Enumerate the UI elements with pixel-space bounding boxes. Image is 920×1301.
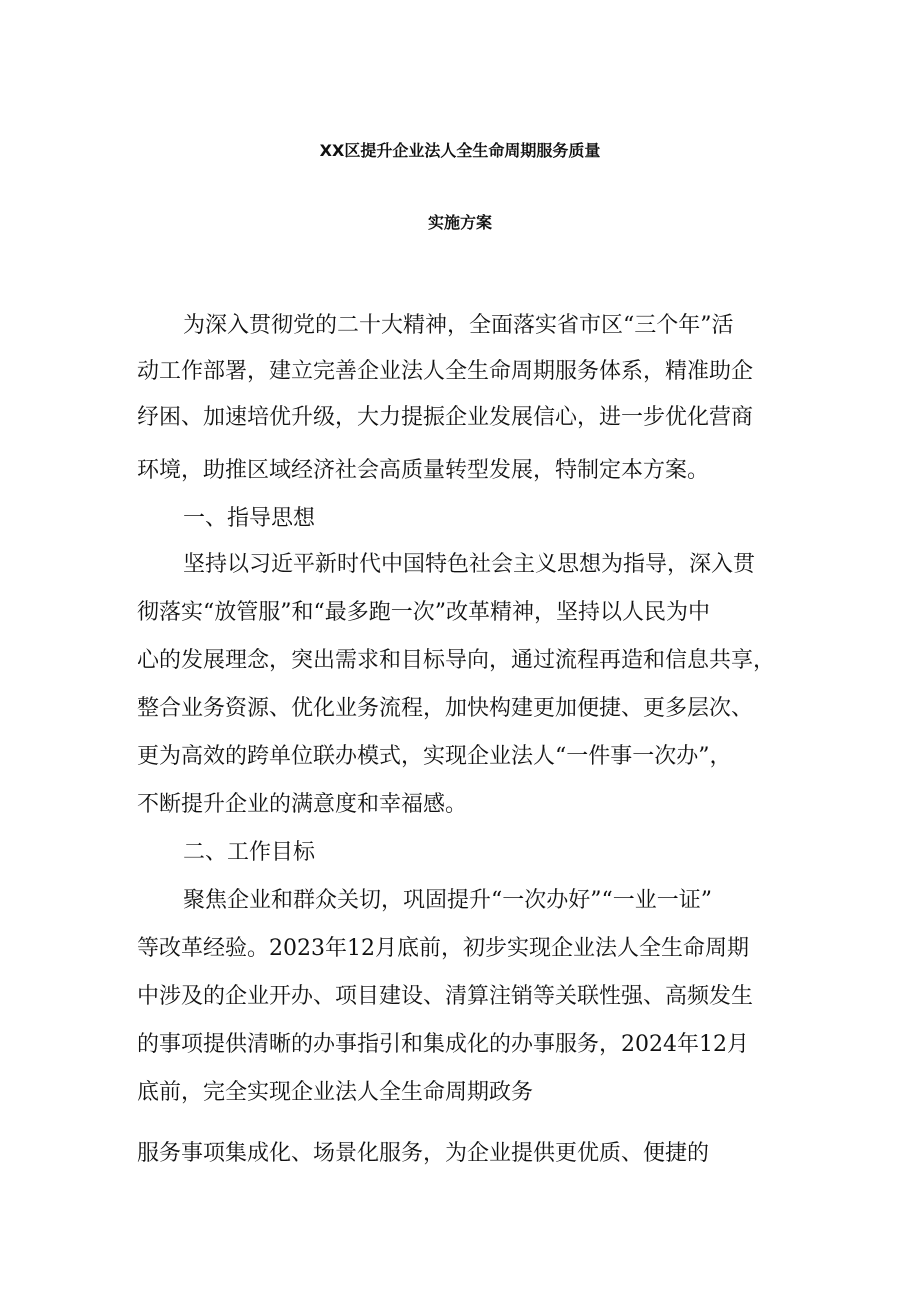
paragraph-line: 整合业务资源、优化业务流程，加快构建更加便捷、更多层次、 <box>137 696 754 721</box>
paragraph-line: 的事项提供清晰的办事指引和集成化的办事服务，2024年12月 <box>137 1032 749 1057</box>
paragraph-line: 坚持以习近平新时代中国特色社会主义思想为指导，深入贯 <box>183 552 756 577</box>
paragraph-line: 不断提升企业的满意度和幸福感。 <box>137 792 468 817</box>
paragraph-line: 服务事项集成化、场景化服务，为企业提供更优质、便捷的 <box>137 1141 710 1166</box>
paragraph-line: 纾困、加速培优升级，大力提振企业发展信心，进一步优化营商 <box>137 405 754 430</box>
paragraph-line: 中涉及的企业开办、项目建设、清算注销等关联性强、高频发生 <box>137 984 754 1009</box>
paragraph-line: 动工作部署，建立完善企业法人全生命周期服务体系，精准助企 <box>137 359 754 384</box>
document-title-line-2: 实施方案 <box>427 213 492 232</box>
paragraph-line: 底前，完全实现企业法人全生命周期政务 <box>137 1080 534 1105</box>
paragraph-line: 彻落实“放管服”和“最多跑一次”改革精神，坚持以人民为中 <box>137 600 710 625</box>
paragraph-line: 心的发展理念，突出需求和目标导向，通过流程再造和信息共享， <box>137 648 776 673</box>
paragraph-line: 更为高效的跨单位联办模式，实现企业法人“一件事一次办”， <box>137 744 732 769</box>
section-heading: 二、工作目标 <box>183 840 316 865</box>
document-title-line-1: XX区提升企业法人全生命周期服务质量 <box>319 141 601 160</box>
paragraph-line: 聚焦企业和群众关切，巩固提升“一次办好”“一业一证” <box>183 888 712 913</box>
paragraph-line: 等改革经验。2023年12月底前，初步实现企业法人全生命周期 <box>137 936 749 961</box>
section-heading: 一、指导思想 <box>183 506 316 531</box>
paragraph-line: 为深入贯彻党的二十大精神，全面落实省市区“三个年”活 <box>183 313 734 338</box>
paragraph-line: 环境，助推区域经济社会高质量转型发展，特制定本方案。 <box>137 458 710 483</box>
